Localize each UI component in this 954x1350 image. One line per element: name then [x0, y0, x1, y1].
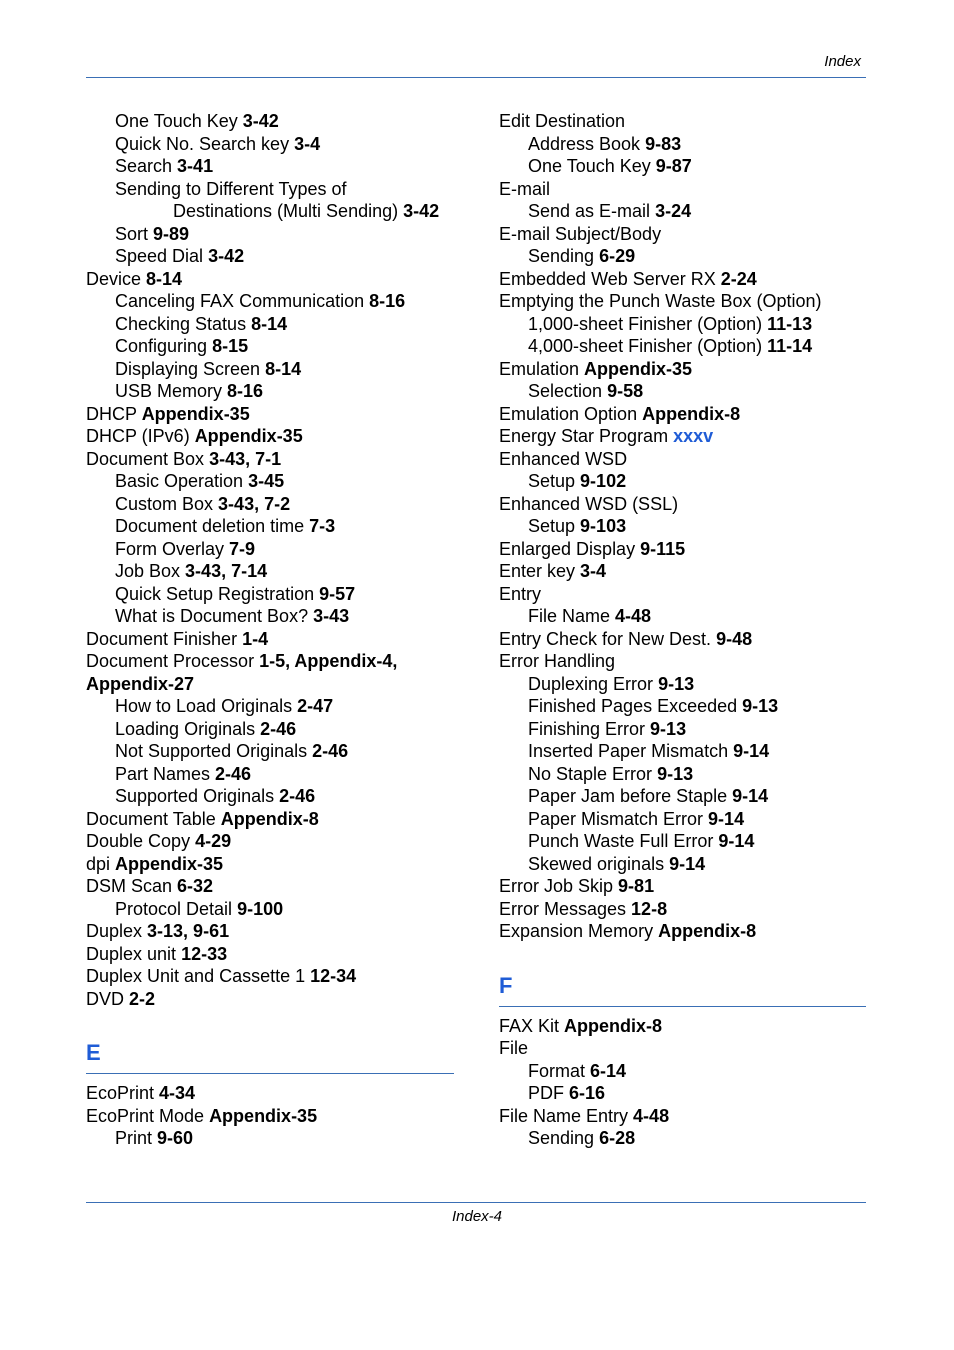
index-term: Emulation Option [499, 403, 643, 424]
page-number: Index-4 [451, 1208, 503, 1225]
index-entry [499, 583, 866, 606]
index-term: Document Processor [86, 651, 260, 671]
index-entry [499, 920, 866, 943]
page-reference: Appendix-8 [642, 403, 741, 424]
page-reference: Appendix-35 [115, 853, 224, 874]
index-subentry [499, 380, 866, 403]
index-subentry [499, 313, 866, 336]
page-reference: 9-13 [742, 696, 779, 716]
index-term: DHCP [86, 403, 142, 424]
index-column-right [499, 110, 866, 1150]
index-term: Supported Originals [115, 786, 280, 806]
index-entry [86, 403, 454, 426]
running-header: Index [824, 53, 861, 70]
page-reference: 9-87 [655, 156, 692, 176]
index-term: Paper Mismatch Error [528, 808, 709, 829]
index-subentry [86, 200, 454, 223]
index-entry [86, 853, 454, 876]
index-subentry [499, 605, 866, 628]
index-term: Enter key [499, 561, 581, 581]
page-reference: 4-48 [615, 606, 652, 626]
page-reference: 3-4 [294, 133, 321, 154]
index-term: Speed Dial [115, 246, 209, 266]
index-term: Error Messages [499, 898, 632, 919]
section-rule [86, 1073, 454, 1074]
index-term: Protocol Detail [115, 898, 238, 919]
page-reference: 4-48 [633, 1105, 670, 1126]
index-subentry [499, 1082, 866, 1105]
page-reference: 9-100 [237, 898, 284, 919]
index-term: Expansion Memory [499, 921, 659, 941]
index-term: Configuring [115, 336, 213, 356]
index-term: Format [528, 1060, 591, 1081]
index-term: Checking Status [115, 313, 252, 334]
page-reference: 11-14 [767, 336, 813, 356]
page-reference: 3-43, 7-14 [185, 561, 268, 581]
page-reference: 9-14 [732, 786, 769, 806]
page-reference: 9-89 [153, 223, 190, 244]
page-reference: 12-8 [631, 898, 668, 919]
page-reference: 1-5, Appendix-4, [259, 651, 398, 671]
page-reference: Appendix-35 [194, 426, 303, 446]
index-entry [499, 425, 866, 448]
page-reference: 2-46 [215, 763, 252, 784]
index-term: Paper Jam before Staple [528, 786, 733, 806]
index-subentry [86, 538, 454, 561]
index-term: Double Copy [86, 831, 196, 851]
page-reference: 9-48 [716, 628, 753, 649]
index-term: 4,000-sheet Finisher (Option) [528, 336, 768, 356]
index-term: Error Job Skip [499, 876, 619, 896]
index-term: Sending to Different Types of [115, 178, 347, 199]
index-term: Quick Setup Registration [115, 583, 320, 604]
index-term: Embedded Web Server RX [499, 268, 721, 289]
index-subentry [86, 560, 454, 583]
index-entry [499, 875, 866, 898]
index-entry [86, 1082, 454, 1105]
index-term: Address Book [528, 133, 646, 154]
page-reference: Appendix-35 [584, 358, 693, 379]
index-entry [86, 808, 454, 831]
index-subentry [86, 223, 454, 246]
index-term: File [499, 1038, 529, 1058]
index-term: Enhanced WSD (SSL) [499, 493, 679, 514]
index-entry [499, 110, 866, 133]
index-entry [499, 358, 866, 381]
page-reference: 9-14 [708, 808, 745, 829]
index-subentry [499, 245, 866, 268]
page-reference: 9-83 [645, 133, 682, 154]
section-rule [499, 1006, 866, 1007]
index-term: 1,000-sheet Finisher (Option) [528, 313, 768, 334]
index-subentry [499, 515, 866, 538]
index-term: No Staple Error [528, 763, 658, 784]
index-term: Sort [115, 223, 154, 244]
index-entry [499, 223, 866, 246]
page-reference: Appendix-35 [209, 1105, 318, 1126]
index-subentry [86, 358, 454, 381]
index-term: Search [115, 156, 178, 176]
page-reference: 9-57 [319, 583, 356, 604]
index-entry [499, 650, 866, 673]
index-subentry [86, 493, 454, 516]
page-reference: 2-2 [129, 988, 156, 1009]
page-reference: 1-4 [242, 628, 269, 649]
index-subentry [86, 763, 454, 786]
index-term: Entry [499, 583, 542, 604]
index-term: Document Table [86, 808, 221, 829]
page-reference: 3-42 [403, 201, 440, 221]
page-reference: 2-24 [720, 268, 757, 289]
page-reference: 9-58 [607, 381, 644, 401]
page-reference: 8-16 [369, 291, 406, 311]
index-term: USB Memory [115, 381, 228, 401]
index-term: Document Box [86, 448, 210, 469]
index-term: DSM Scan [86, 876, 178, 896]
page-reference: 2-47 [297, 696, 334, 716]
page-reference: 9-14 [718, 831, 755, 851]
index-subentry [499, 200, 866, 223]
index-entry [86, 875, 454, 898]
index-term: Destinations (Multi Sending) [173, 201, 404, 221]
page-reference: 12-34 [310, 966, 357, 986]
index-subentry [86, 290, 454, 313]
index-subentry [86, 583, 454, 606]
index-entry [499, 448, 866, 471]
index-subentry [499, 335, 866, 358]
index-term: Custom Box [115, 493, 219, 514]
index-term: Setup [528, 471, 581, 491]
index-subentry [86, 898, 454, 921]
page-reference: 9-60 [157, 1128, 194, 1148]
index-entry [86, 425, 454, 448]
page-reference: Appendix-8 [220, 808, 319, 829]
page-reference: 3-24 [655, 201, 692, 221]
index-term: Duplexing Error [528, 673, 659, 694]
index-term: Send as E-mail [528, 201, 656, 221]
index-entry [86, 988, 454, 1011]
index-term: Device [86, 268, 147, 289]
index-term: Entry Check for New Dest. [499, 628, 717, 649]
index-term: Duplex [86, 921, 148, 941]
header-rule [86, 77, 866, 78]
page-reference: 3-43, 7-2 [218, 493, 291, 514]
page-reference: Appendix-8 [564, 1015, 663, 1036]
index-subentry [86, 515, 454, 538]
page-reference: 9-102 [580, 471, 627, 491]
index-entry [499, 1105, 866, 1128]
index-term: Canceling FAX Communication [115, 291, 370, 311]
index-subentry [86, 178, 454, 201]
index-entry [499, 1015, 866, 1038]
section-letter: E [86, 1040, 101, 1065]
index-subentry [499, 673, 866, 696]
index-term: Loading Originals [115, 718, 261, 739]
page-reference-link[interactable]: xxxv [673, 426, 714, 446]
page-reference: 8-15 [212, 336, 249, 356]
index-term: Print [115, 1128, 158, 1148]
index-subentry [499, 853, 866, 876]
index-entry [86, 1105, 454, 1128]
index-term: Sending [528, 246, 600, 266]
page-reference: Appendix-8 [658, 921, 757, 941]
page-reference: Appendix-27 [86, 673, 195, 694]
index-column-left [86, 110, 454, 1150]
section-heading [499, 973, 866, 1007]
index-term: EcoPrint [86, 1083, 160, 1103]
index-subentry [86, 695, 454, 718]
page-reference: 2-46 [312, 741, 349, 761]
index-subentry [86, 718, 454, 741]
page-reference: 3-43, 7-1 [209, 448, 282, 469]
index-term: Inserted Paper Mismatch [528, 741, 734, 761]
index-entry [86, 830, 454, 853]
index-term: Finishing Error [528, 718, 651, 739]
index-term: Finished Pages Exceeded [528, 696, 743, 716]
index-subentry [86, 313, 454, 336]
index-subentry [499, 695, 866, 718]
page-reference: 3-45 [248, 471, 285, 491]
index-entry [499, 290, 866, 313]
index-subentry [86, 245, 454, 268]
index-subentry [499, 1060, 866, 1083]
page-reference: 9-13 [658, 673, 695, 694]
index-term: How to Load Originals [115, 696, 298, 716]
page-reference: 4-29 [195, 831, 232, 851]
index-entry [86, 268, 454, 291]
index-subentry [86, 470, 454, 493]
index-subentry [499, 155, 866, 178]
index-term: Edit Destination [499, 111, 626, 131]
index-term: Emptying the Punch Waste Box (Option) [499, 291, 822, 311]
index-term: One Touch Key [528, 156, 656, 176]
section-heading [86, 1040, 454, 1074]
index-subentry [86, 380, 454, 403]
index-entry [499, 898, 866, 921]
index-term: PDF [528, 1083, 570, 1103]
page-reference: 11-13 [767, 313, 813, 334]
section-letter: F [499, 972, 513, 998]
index-term: Sending [528, 1128, 600, 1148]
index-term: dpi [86, 853, 116, 874]
page-reference: Appendix-35 [141, 403, 250, 424]
page-reference: 9-13 [650, 718, 687, 739]
index-subentry [86, 110, 454, 133]
index-term: Part Names [115, 763, 216, 784]
index-term: Quick No. Search key [115, 133, 295, 154]
index-subentry [86, 155, 454, 178]
index-subentry [86, 1127, 454, 1150]
index-term: Duplex unit [86, 943, 182, 964]
index-term: Basic Operation [115, 471, 249, 491]
index-subentry [86, 335, 454, 358]
index-subentry [86, 740, 454, 763]
index-term: One Touch Key [115, 111, 243, 131]
index-entry [499, 628, 866, 651]
page-reference: 12-33 [181, 943, 228, 964]
index-entry [86, 673, 454, 696]
index-term: What is Document Box? [115, 606, 314, 626]
page-reference: 8-14 [251, 313, 288, 334]
index-term: E-mail Subject/Body [499, 223, 662, 244]
page-reference: 6-32 [177, 876, 214, 896]
index-term: Displaying Screen [115, 358, 266, 379]
index-term: Selection [528, 381, 608, 401]
index-term: Form Overlay [115, 538, 230, 559]
page-reference: 6-28 [599, 1128, 636, 1148]
page-reference: 6-14 [590, 1060, 627, 1081]
index-entry [86, 965, 454, 988]
page-reference: 3-42 [208, 246, 245, 266]
index-entry [499, 493, 866, 516]
index-subentry [499, 830, 866, 853]
index-subentry [499, 470, 866, 493]
page-reference: 9-13 [657, 763, 694, 784]
page-reference: 3-42 [242, 111, 279, 131]
page-reference: 9-103 [580, 516, 627, 536]
index-subentry [499, 808, 866, 831]
index-term: EcoPrint Mode [86, 1105, 210, 1126]
page-reference: 6-29 [599, 246, 636, 266]
page-reference: 3-4 [580, 561, 607, 581]
page-reference: 9-81 [618, 876, 655, 896]
index-term: Enhanced WSD [499, 448, 628, 469]
index-entry [86, 448, 454, 471]
index-entry [86, 920, 454, 943]
page-reference: 7-3 [309, 516, 336, 536]
index-subentry [86, 133, 454, 156]
index-term: Document deletion time [115, 516, 310, 536]
page-reference: 6-16 [569, 1083, 606, 1103]
index-subentry [499, 718, 866, 741]
index-subentry [86, 605, 454, 628]
page-reference: 9-14 [669, 853, 706, 874]
page-reference: 2-46 [279, 786, 316, 806]
index-entry [86, 943, 454, 966]
index-subentry [499, 1127, 866, 1150]
index-term: DHCP (IPv6) [86, 426, 195, 446]
index-entry [499, 538, 866, 561]
index-term: Emulation [499, 358, 585, 379]
index-term: Job Box [115, 561, 186, 581]
index-term: Energy Star Program [499, 426, 674, 446]
index-term: Skewed originals [528, 853, 670, 874]
page-reference: 9-14 [733, 741, 770, 761]
index-term: Document Finisher [86, 628, 243, 649]
page-reference: 3-13, 9-61 [147, 921, 230, 941]
page-reference: 2-46 [260, 718, 297, 739]
index-subentry [499, 133, 866, 156]
index-entry [499, 178, 866, 201]
page-reference: 4-34 [159, 1083, 196, 1103]
index-term: Duplex Unit and Cassette 1 [86, 966, 311, 986]
index-subentry [499, 740, 866, 763]
page-reference: 3-43 [313, 606, 350, 626]
index-entry [499, 1037, 866, 1060]
index-subentry [499, 785, 866, 808]
index-term: File Name Entry [499, 1105, 634, 1126]
index-term: Enlarged Display [499, 538, 641, 559]
index-term: Punch Waste Full Error [528, 831, 719, 851]
index-subentry [499, 763, 866, 786]
page-reference: 9-115 [640, 538, 686, 559]
index-entry [86, 628, 454, 651]
index-term: Not Supported Originals [115, 741, 313, 761]
index-term: FAX Kit [499, 1015, 565, 1036]
index-term: Setup [528, 516, 581, 536]
index-subentry [86, 785, 454, 808]
index-term: Error Handling [499, 651, 616, 671]
index-term: E-mail [499, 178, 551, 199]
index-entry [499, 268, 866, 291]
footer-rule [86, 1202, 866, 1203]
page-reference: 7-9 [229, 538, 256, 559]
index-entry [499, 560, 866, 583]
index-entry [86, 650, 454, 673]
page-reference: 8-14 [146, 268, 183, 289]
index-entry [499, 403, 866, 426]
page-reference: 8-16 [227, 381, 264, 401]
page-reference: 8-14 [265, 358, 302, 379]
index-term: File Name [528, 606, 616, 626]
index-term: DVD [86, 988, 130, 1009]
page-reference: 3-41 [177, 156, 214, 176]
